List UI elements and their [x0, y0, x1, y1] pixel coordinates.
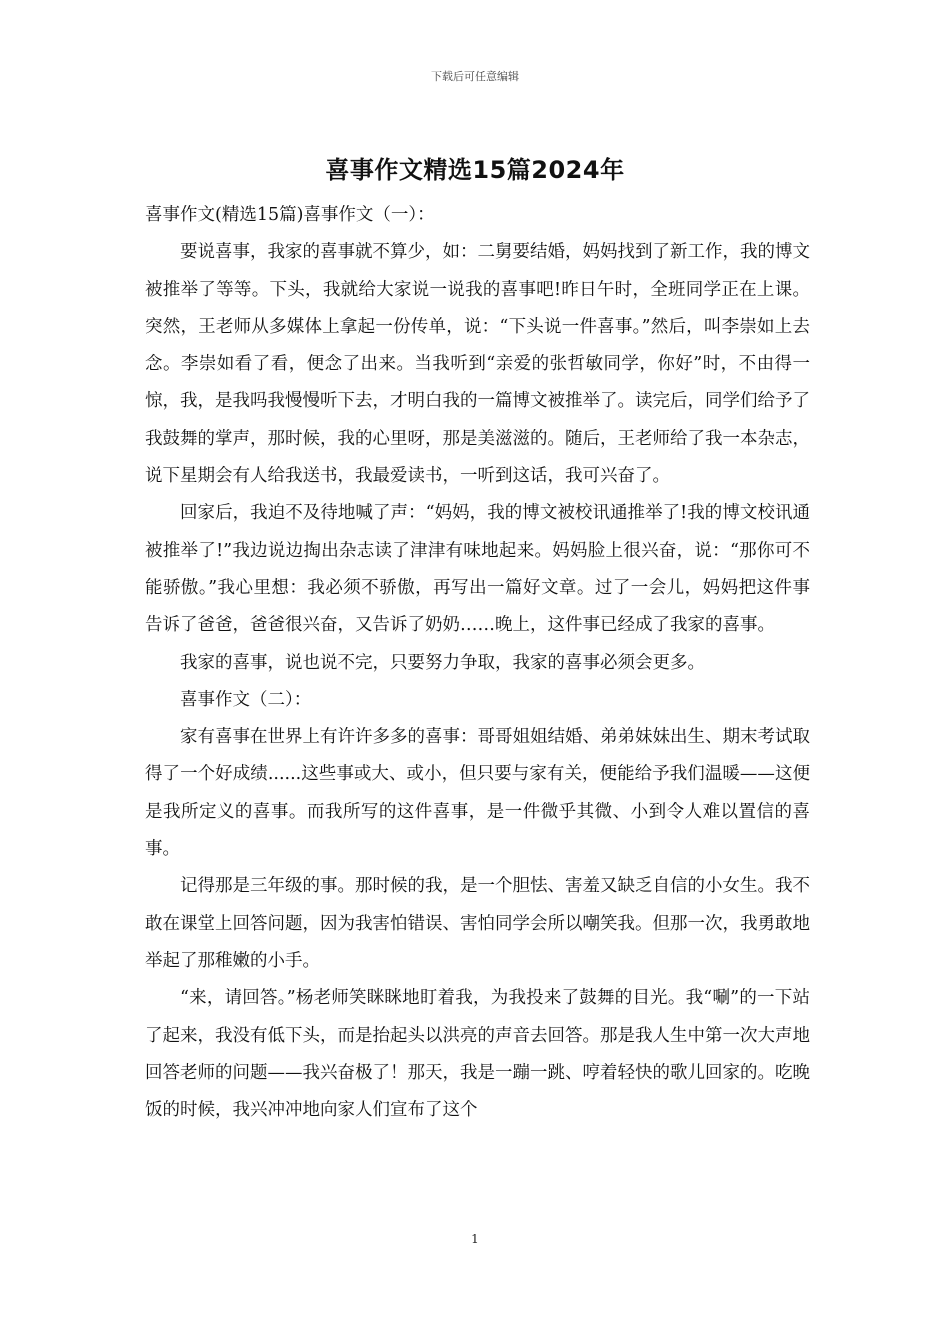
paragraph: 要说喜事，我家的喜事就不算少，如：二舅要结婚，妈妈找到了新工作，我的博文被推举了等等。下头，我就给大家说一说我的喜事吧!昨日午时，全班同学正在上课。突然，王老师从多媒体上拿起一份传单，说：“下头说一件喜事。”然后，叫李崇如上去念。李崇如看了看，便念了出来。当我听到“亲爱的张哲敏同学，你好”时，不由得一惊，我，是我吗我慢慢听下去，才明白我的一篇博文被推举了。读完后，同学们给予了我鼓舞的掌声，那时候，我的心里呀，那是美滋滋的。随后，王老师给了我一本杂志，说下星期会有人给我送书，我最爱读书，一听到这话，我可兴奋了。	[145, 242, 810, 487]
section-heading: 喜事作文（二）：	[180, 689, 312, 710]
paragraph: “来，请回答。”杨老师笑眯眯地盯着我，为我投来了鼓舞的目光。我“唰”的一下站了起来，我没有低下头，而是抬起头以洪亮的声音去回答。那是我人生中第一次大声地回答老师的问题——我兴奋极了！那天，我是一蹦一跳、哼着轻快的歌儿回家的。吃晚饭的时候，我兴冲冲地向家人们宣布了这个	[145, 988, 810, 1121]
header-note: 下载后可任意编辑	[431, 70, 519, 83]
paragraph: 回家后，我迫不及待地喊了声：“妈妈，我的博文被校讯通推举了!我的博文校讯通被推举了!”我边说边掏出杂志读了津津有味地起来。妈妈脸上很兴奋，说：“那你可不能骄傲。”我心里想：我必须不骄傲，再写出一篇好文章。过了一会儿，妈妈把这件事告诉了爸爸，爸爸很兴奋，又告诉了奶奶……晚上，这件事已经成了我家的喜事。	[145, 503, 810, 636]
page-number: 1	[471, 1232, 479, 1246]
paragraph: 我家的喜事，说也说不完，只要努力争取，我家的喜事必须会更多。	[180, 652, 705, 673]
paragraph: 喜事作文(精选15篇)喜事作文（一）：	[145, 205, 435, 225]
document-body	[145, 197, 810, 1129]
paragraph: 记得那是三年级的事。那时候的我，是一个胆怯、害羞又缺乏自信的小女生。我不敢在课堂上回答问题，因为我害怕错误、害怕同学会所以嘲笑我。但那一次，我勇敢地举起了那稚嫩的小手。	[145, 876, 810, 971]
paragraph: 家有喜事在世界上有许许多多的喜事：哥哥姐姐结婚、弟弟妹妹出生、期末考试取得了一个好成绩......这些事或大、或小，但只要与家有关，便能给予我们温暖——这便是我所定义的喜事。而我所写的这件喜事，是一件微乎其微、小到令人难以置信的喜事。	[145, 727, 810, 860]
document-title: 喜事作文精选15篇2024年	[325, 156, 625, 184]
